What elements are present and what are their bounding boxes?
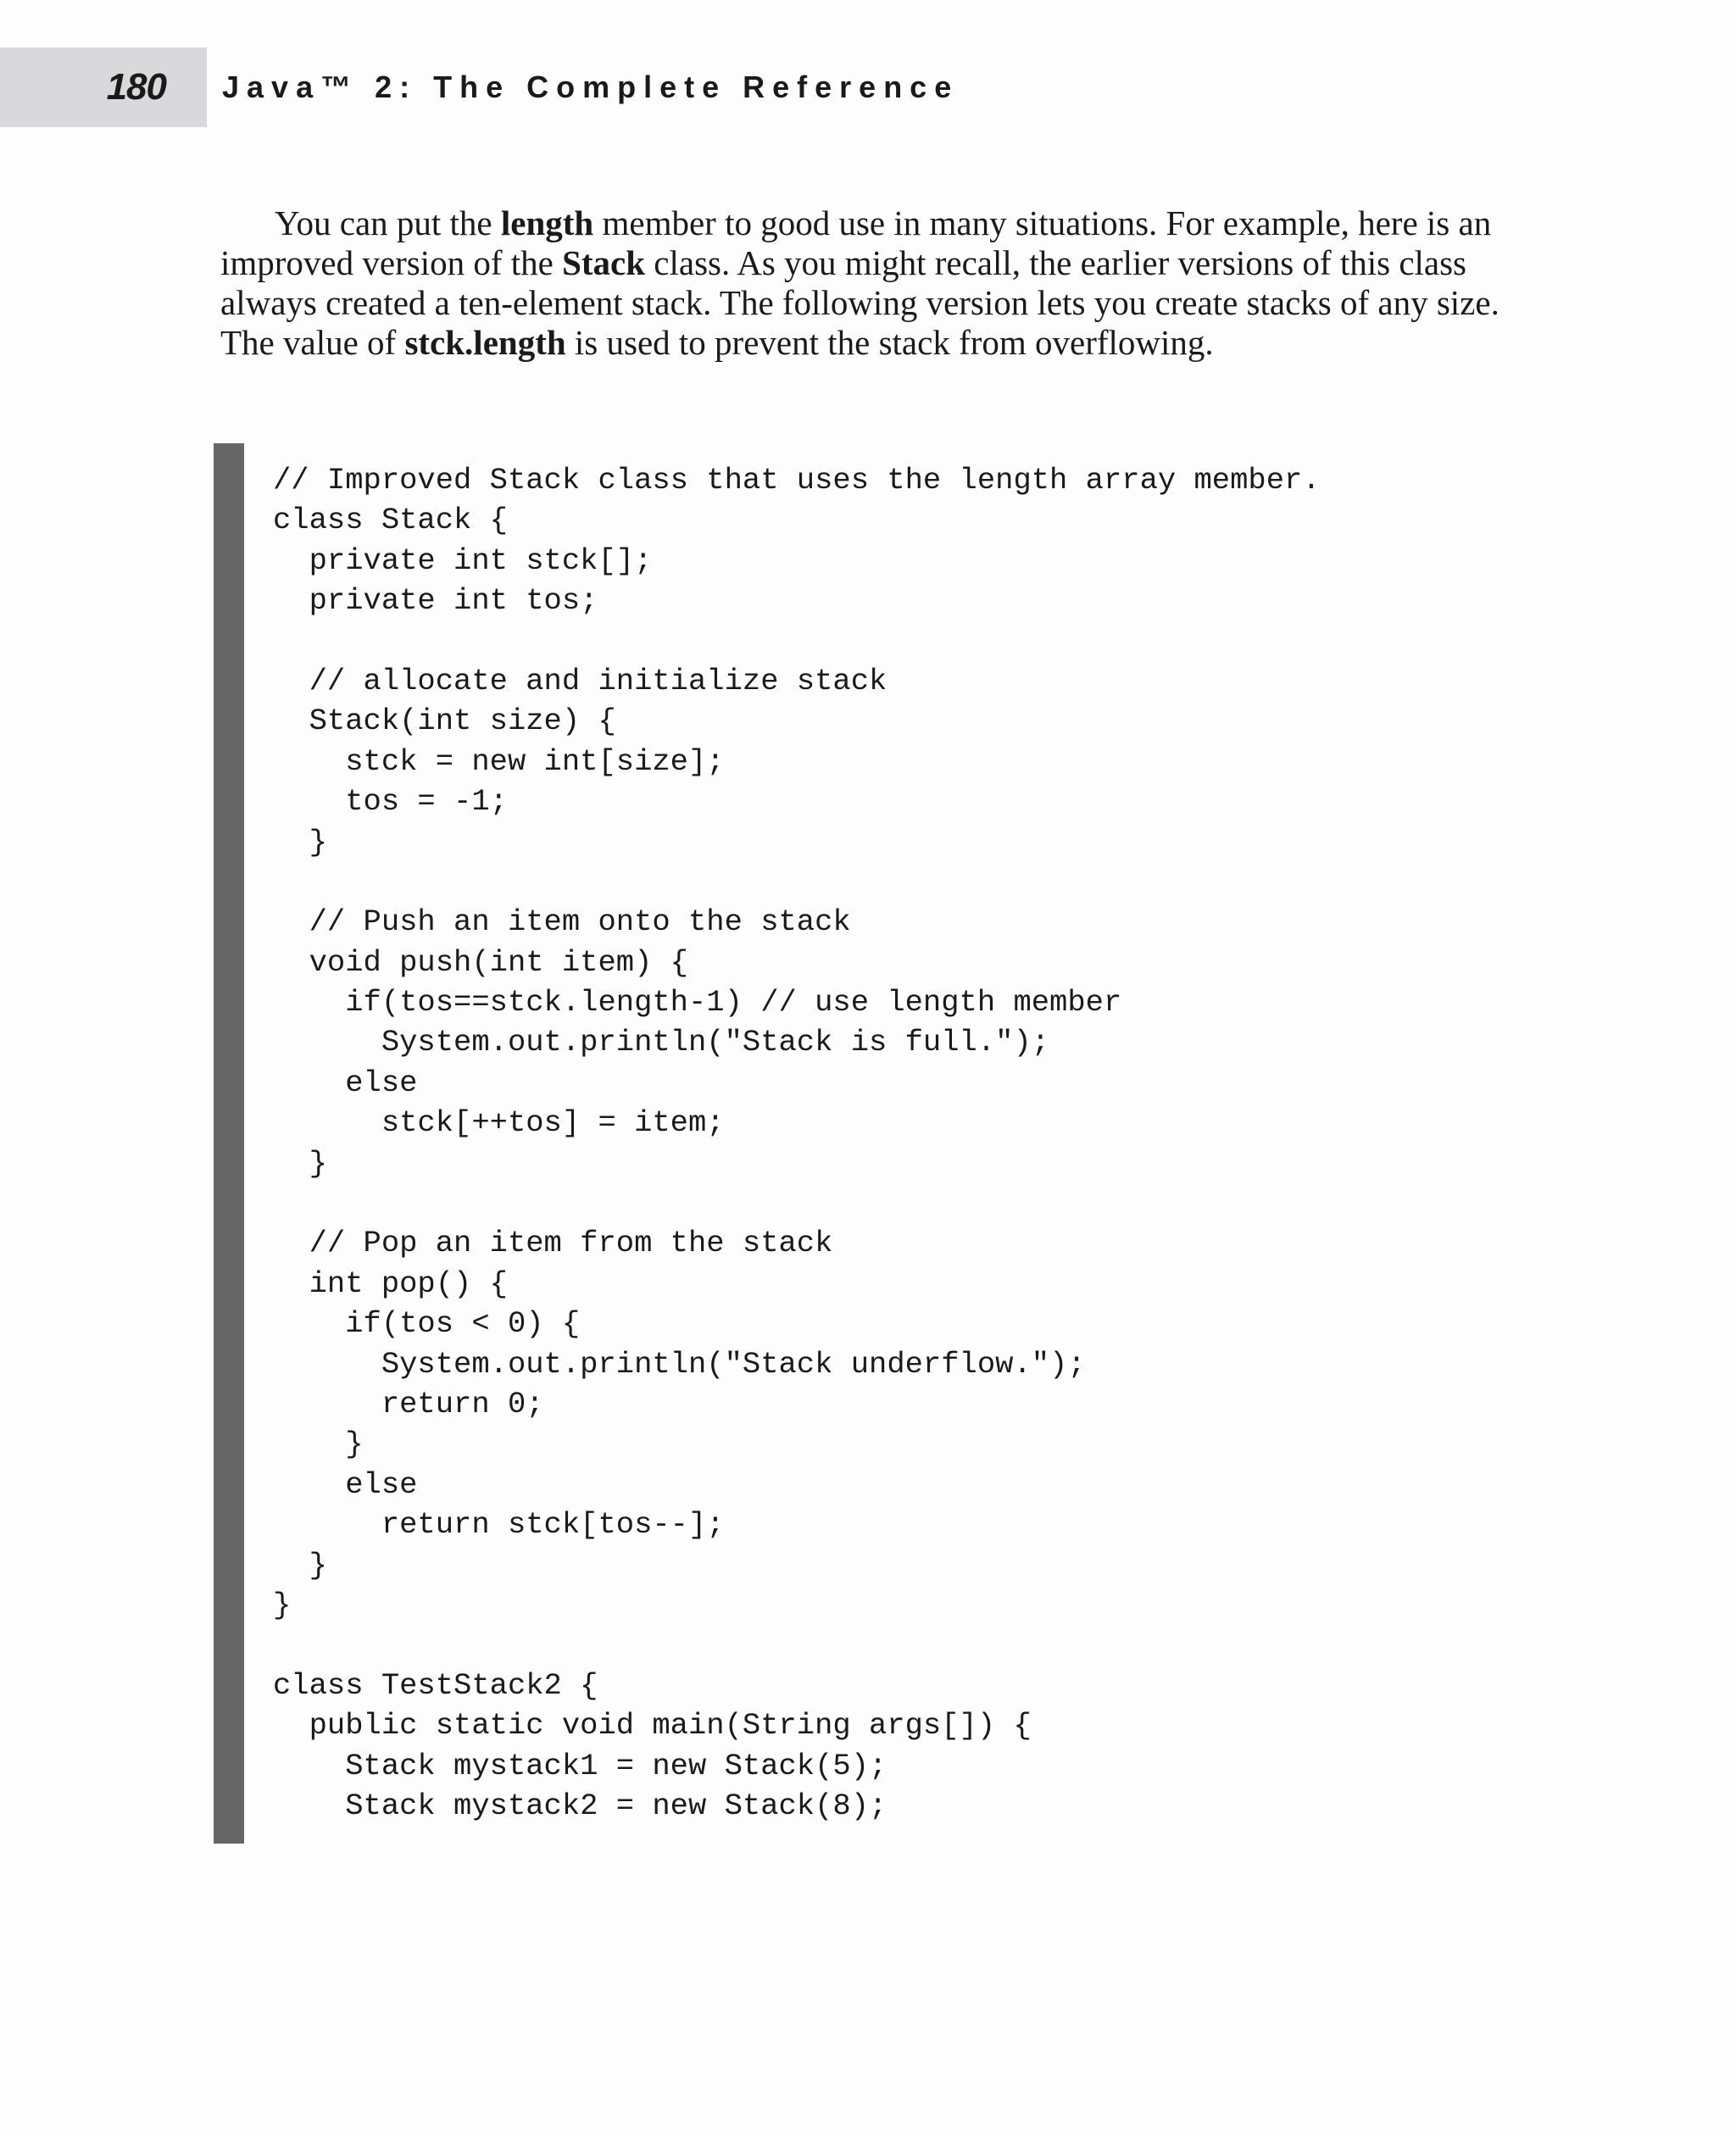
code-listing	[273, 460, 1321, 1826]
code-line: Stack(int size) {	[273, 704, 616, 739]
intro-bold-stack: Stack	[562, 243, 646, 282]
code-line: Stack mystack2 = new Stack(8);	[273, 1788, 887, 1823]
intro-text-2: member to good use in many situations. For example, here is an improved version of the	[220, 203, 1492, 282]
code-line: void push(int item) {	[273, 944, 688, 980]
code-line: }	[273, 1587, 292, 1622]
code-line: if(tos < 0) {	[273, 1306, 581, 1342]
code-line: private int stck[];	[273, 542, 653, 578]
code-line	[273, 621, 1321, 661]
code-line: }	[273, 824, 327, 859]
code-line: Stack mystack1 = new Stack(5);	[273, 1748, 887, 1783]
code-line: stck = new int[size];	[273, 743, 725, 779]
code-line: class TestStack2 {	[273, 1667, 598, 1703]
code-line: }	[273, 1145, 327, 1181]
code-line: // Pop an item from the stack	[273, 1226, 833, 1261]
code-line	[273, 1183, 1321, 1223]
code-line: }	[273, 1547, 327, 1583]
code-line: return stck[tos--];	[273, 1507, 725, 1543]
code-line: // Improved Stack class that uses the length array member.	[273, 463, 1321, 498]
code-line: tos = -1;	[273, 784, 508, 820]
code-line	[273, 862, 1321, 902]
code-line: System.out.println("Stack underflow.");	[273, 1346, 1086, 1382]
running-head: Java™ 2: The Complete Reference	[222, 70, 960, 104]
page-number: 180	[106, 66, 166, 108]
code-line: public static void main(String args[]) {	[273, 1708, 1032, 1744]
code-line: // Push an item onto the stack	[273, 904, 851, 940]
intro-bold-length: length	[500, 203, 594, 242]
code-line: return 0;	[273, 1386, 544, 1421]
code-line: }	[273, 1427, 364, 1462]
code-line: else	[273, 1466, 418, 1502]
code-line: if(tos==stck.length-1) // use length member	[273, 985, 1122, 1021]
code-line: else	[273, 1065, 418, 1100]
code-line: System.out.println("Stack is full.");	[273, 1025, 1050, 1060]
code-line: stck[++tos] = item;	[273, 1105, 725, 1141]
code-line: int pop() {	[273, 1265, 508, 1301]
code-line	[273, 1625, 1321, 1665]
code-listing-bar	[214, 443, 244, 1844]
intro-paragraph	[220, 203, 1509, 363]
code-line: private int tos;	[273, 583, 598, 619]
intro-bold-stck-length: stck.length	[404, 323, 566, 362]
code-line: // allocate and initialize stack	[273, 663, 887, 698]
intro-text-1: You can put the	[275, 203, 501, 242]
code-line: class Stack {	[273, 503, 508, 538]
page-number-box	[0, 47, 207, 127]
intro-text-4: is used to prevent the stack from overflowing.	[565, 323, 1214, 362]
intro-text-3: class. As you might recall, the earlier versions of this class always created a ten-element stack. The following version lets you create stacks of any size. The value of	[220, 243, 1500, 362]
